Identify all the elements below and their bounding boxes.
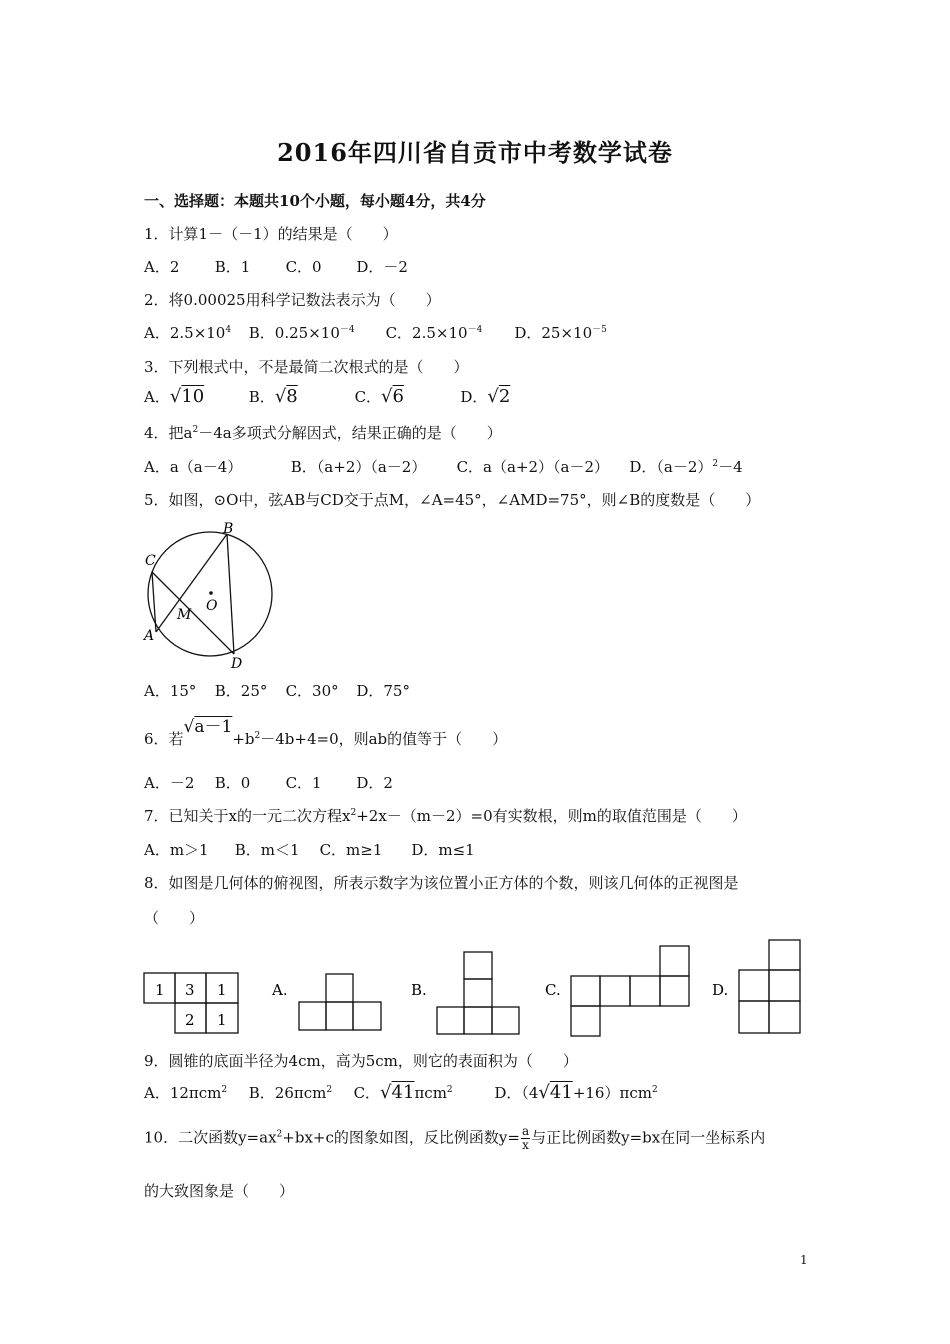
- option-c-base: C．2.5×10: [385, 324, 468, 342]
- segment-bd: [227, 534, 234, 654]
- option-b-exp: 2: [326, 1085, 333, 1095]
- question-1-stem: 1．计算1－（－1）的结果是（ ）: [144, 225, 398, 243]
- option-c-exp: 2: [446, 1085, 453, 1095]
- fraction: [521, 1125, 530, 1152]
- option-c: [355, 386, 456, 407]
- stem-post: －4a多项式分解因式，结果正确的是（ ）: [198, 424, 502, 442]
- top-view-grid: [144, 973, 238, 1033]
- segment-ca: [152, 572, 156, 632]
- option-d-base: D．25×10: [514, 324, 593, 342]
- question-6-options: [144, 772, 393, 793]
- question-4-stem: [144, 422, 502, 443]
- option-a-figure: [299, 974, 381, 1030]
- option-b-figure: [437, 952, 519, 1034]
- option-b: [249, 1082, 349, 1103]
- option-c-label: C．: [353, 1084, 381, 1102]
- fraction-denominator: x: [522, 1138, 529, 1152]
- chord-ab: [156, 534, 227, 632]
- option-d: [460, 386, 510, 407]
- grid-number-2: 3: [185, 981, 195, 999]
- option-c: [354, 1082, 490, 1103]
- question-7-stem: [144, 805, 747, 826]
- section-heading: 一、选择题：本题共10个小题，每小题4分，共4分: [144, 192, 486, 210]
- question-5-options: [144, 680, 410, 701]
- option-a-base: A．2.5×10: [144, 324, 226, 342]
- option-c: C．30°: [285, 682, 339, 700]
- question-2-options: [144, 322, 607, 343]
- fraction-numerator: a: [521, 1124, 530, 1138]
- question-9-stem: 9．圆锥的底面半径为4cm，高为5cm，则它的表面积为（ ）: [144, 1052, 578, 1070]
- option-d-label: D．: [460, 388, 488, 406]
- option-d-label: D.: [712, 981, 729, 999]
- radical-d: √2: [487, 386, 511, 407]
- option-d: [494, 1082, 657, 1103]
- radicand-b: 8: [286, 386, 298, 407]
- question-6-stem: [144, 712, 508, 748]
- option-d-base: D．（a－2）: [629, 458, 713, 476]
- radical: √a－1: [183, 717, 233, 737]
- option-c-label: C．: [354, 388, 382, 406]
- option-d: [629, 456, 742, 477]
- option-a-exp: 2: [221, 1085, 228, 1095]
- question-10-stem-line2: 的大致图象是（ ）: [144, 1182, 295, 1200]
- chord-cd: [152, 572, 234, 654]
- option-a: [144, 322, 244, 343]
- radicand-d: 41: [549, 1082, 573, 1103]
- option-d-pre: D．（4: [494, 1084, 539, 1102]
- option-c-post: πcm: [414, 1084, 447, 1102]
- option-a-base: A．12πcm: [144, 1084, 222, 1102]
- question-9-options: [144, 1082, 658, 1103]
- option-c: C．1: [285, 774, 322, 792]
- option-b: B．（a+2）（a－2）: [290, 458, 427, 476]
- stem-post-exp: 2: [254, 731, 261, 741]
- radicand-c: 41: [391, 1082, 415, 1103]
- grid-number-3: 1: [217, 981, 227, 999]
- question-8-stem-line2: （ ）: [144, 909, 205, 927]
- option-a: [144, 1082, 244, 1103]
- option-a-label: A．: [144, 388, 170, 406]
- stem-exp: 2: [350, 808, 357, 818]
- option-c: [386, 322, 510, 343]
- grid-number-4: 2: [185, 1011, 195, 1029]
- option-a: [144, 386, 244, 407]
- label-b: B: [223, 521, 234, 537]
- stem-mid: +bx+c的图象如图，反比例函数y=: [282, 1128, 520, 1147]
- option-d-exp: 2: [712, 459, 719, 469]
- question-7-options: [144, 839, 475, 860]
- option-d-exp: －5: [592, 325, 607, 335]
- option-a: A．a（a－4）: [144, 458, 243, 476]
- stem-post-post: －4b+4=0，则ab的值等于（ ）: [260, 730, 508, 748]
- option-d: D．－2: [356, 258, 408, 276]
- option-b: [249, 322, 381, 343]
- radical-a: √10: [169, 386, 205, 407]
- option-b-exp: －4: [339, 325, 355, 335]
- stem-pre: 4．把a: [144, 424, 193, 442]
- option-b: B．0: [214, 774, 251, 792]
- radicand: a－1: [194, 717, 233, 737]
- option-c: C．a（a+2）（a－2）: [456, 458, 610, 476]
- option-c-label: C.: [545, 981, 561, 999]
- option-d-post: +16）πcm: [572, 1084, 652, 1102]
- stem-pre: 7．已知关于x的一元二次方程x: [144, 807, 351, 825]
- question-2-stem: 2．将0.00025用科学记数法表示为（ ）: [144, 291, 441, 309]
- radicand-a: 10: [181, 386, 205, 407]
- label-c: C: [145, 553, 156, 569]
- option-c-exp: －4: [467, 325, 483, 335]
- label-o: O: [206, 598, 218, 614]
- label-d: D: [231, 656, 243, 670]
- center-point: [209, 591, 213, 595]
- label-a: A: [144, 628, 155, 644]
- question-5-stem: 5．如图，⊙O中，弦AB与CD交于点M，∠A=45°，∠AMD=75°，则∠B的度数是（ ）: [144, 491, 761, 509]
- grid-number-1: 1: [155, 981, 165, 999]
- grid-number-5: 1: [217, 1011, 227, 1029]
- option-a-label: A.: [272, 981, 288, 999]
- stem-pre: 10．二次函数y=ax: [144, 1128, 277, 1147]
- stem-post: +2x－（m－2）=0有实数根，则m的取值范围是（ ）: [356, 807, 747, 825]
- radical-d: √41: [538, 1082, 573, 1103]
- option-b-base: B．0.25×10: [248, 324, 340, 342]
- option-a: A．－2: [144, 774, 195, 792]
- option-b: [249, 386, 350, 407]
- question-8-stem-line1: 8．如图是几何体的俯视图，所表示数字为该位置小正方体的个数，则该几何体的正视图是: [144, 874, 739, 892]
- question-3-stem: 3．下列根式中，不是最简二次根式的是（ ）: [144, 358, 469, 376]
- question-10-stem-line1: [144, 1125, 765, 1152]
- option-c-figure: [571, 946, 689, 1036]
- option-d: D．75°: [356, 682, 410, 700]
- option-a-exp: 4: [225, 325, 232, 335]
- question-1-options: [144, 256, 408, 277]
- page-title: 2016年四川省自贡市中考数学试卷: [277, 138, 673, 167]
- option-d: D．2: [356, 774, 393, 792]
- radicand-d: 2: [498, 386, 511, 407]
- option-a: A．15°: [144, 682, 197, 700]
- option-d-post: －4: [718, 458, 743, 476]
- page-number: 1: [800, 1253, 808, 1267]
- option-b-base: B．26πcm: [248, 1084, 327, 1102]
- question-3-options: [144, 386, 510, 407]
- stem-post: 与正比例函数y=bx在同一坐标系内: [531, 1128, 766, 1147]
- option-b-label: B．: [248, 388, 275, 406]
- question-4-options: [144, 456, 743, 477]
- stem-exp: 2: [276, 1129, 283, 1140]
- option-b: B．1: [214, 258, 251, 276]
- option-d-exp: 2: [651, 1085, 658, 1095]
- question-8-figures: [140, 938, 820, 1038]
- option-a: A．m＞1: [144, 841, 209, 859]
- option-a: A．2: [144, 258, 180, 276]
- option-d: D．m≤1: [411, 841, 475, 859]
- option-b: B．m＜1: [234, 841, 300, 859]
- radical-c: √41: [380, 1082, 415, 1103]
- radical-b: √8: [274, 386, 298, 407]
- stem-exp: 2: [192, 425, 199, 435]
- radical-c: √6: [381, 386, 404, 407]
- option-d: [514, 322, 607, 343]
- option-d-figure: [739, 940, 800, 1033]
- label-m: M: [177, 607, 192, 623]
- radicand-c: 6: [392, 386, 404, 407]
- option-c: C．0: [285, 258, 322, 276]
- stem-post-pre: +b: [232, 730, 255, 748]
- option-b-label: B.: [411, 981, 427, 999]
- circle-figure: [140, 518, 280, 670]
- option-b: B．25°: [214, 682, 268, 700]
- stem-pre: 6．若: [144, 730, 184, 748]
- stem-post: [232, 728, 507, 749]
- option-c: C．m≥1: [319, 841, 383, 859]
